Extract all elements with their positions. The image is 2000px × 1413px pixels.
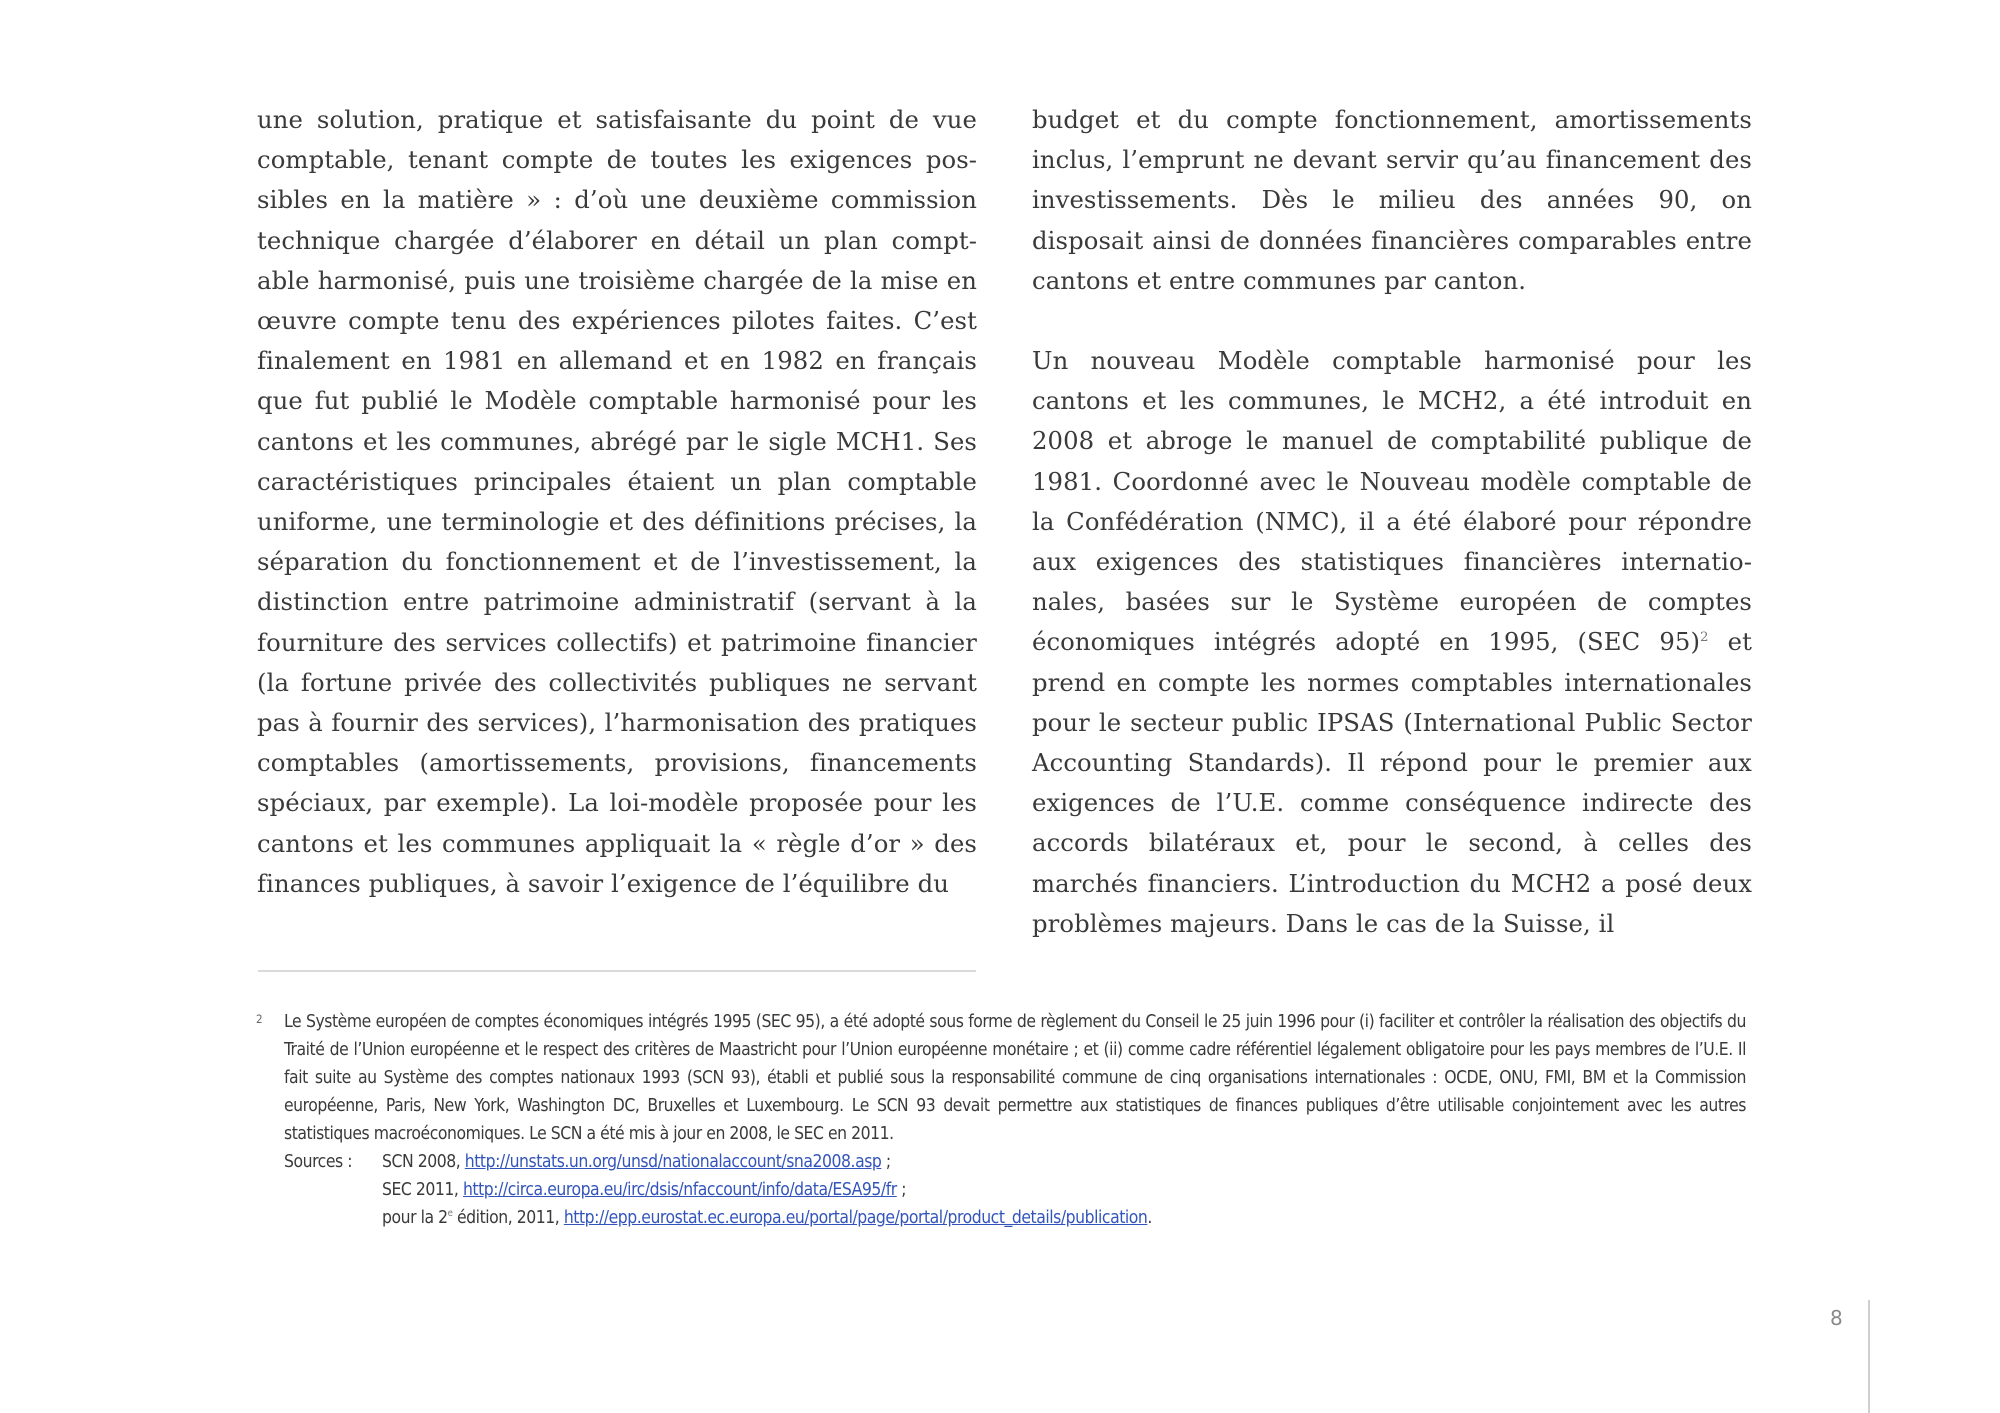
footnote-number: 2 <box>256 1012 263 1026</box>
page-number-divider <box>1868 1300 1870 1413</box>
body-column-right <box>1032 100 1752 944</box>
body-paragraph: budget et du compte fonctionnement, amortissements inclus, l’emprunt ne devant servir qu’au financement des investissements. Dès le milieu des années 90, on disposait ainsi de données financières comparables entre cantons et entre communes par canton. <box>1032 105 1752 295</box>
body-text: Un nouveau Modèle comptable harmonisé pour les cantons et les communes, le MCH2, a été introduit en 2008 et abroge le manuel de comptabilité publique de 1981. Coordonné avec le Nouveau modèle comptable de la Confédération (NMC), il a été élaboré pour répondre aux exigences des statistiques financières internationales, basées sur le Système européen de comptes économiques intégrés adopté en 1995, (SEC 95) <box>1032 346 1752 657</box>
body-paragraph <box>1032 341 1752 944</box>
source-link[interactable]: http://circa.europa.eu/irc/dsis/nfaccount/info/data/ESA95/fr <box>462 1180 897 1200</box>
footnote-reference[interactable]: 2 <box>1700 630 1709 646</box>
sources-label: Sources : <box>284 1152 353 1172</box>
body-text: et prend en compte les normes comptables internationales pour le secteur public IPSAS (International Public Sector Accounting Standards). Il répond pour le premier aux exigences de l’U.E. comme conséquence indirecte des accords bilatéraux et, pour le second, à celles des marchés financiers. L’introduction du MCH2 a posé deux problèmes majeurs. Dans le cas de la Suisse, il <box>1032 627 1752 938</box>
source-row: pour la 2e édition, 2011, http://epp.eurostat.ec.europa.eu/portal/page/portal/product_details/publication. <box>382 1208 1152 1228</box>
source-link[interactable]: http://unstats.un.org/unsd/nationalaccount/sna2008.asp <box>464 1152 882 1172</box>
source-link[interactable]: http://epp.eurostat.ec.europa.eu/portal/page/portal/product_details/publication <box>563 1208 1148 1228</box>
footnote-text: Le Système européen de comptes économiques intégrés 1995 (SEC 95), a été adopté sous forme de règlement du Conseil le 25 juin 1996 pour (i) faciliter et contrôler la réalisation des objectifs du Traité de l’Union européenne et le respect des critères de Maastricht pour l’Union européenne monétaire ; et (ii) comme cadre référentiel légalement obligatoire pour les pays membres de l’U.E. Il fait suite au Système des comptes nationaux 1993 (SCN 93), établi et publié sous la responsabilité commune de cinq organisations internationales : OCDE, ONU, FMI, BM et la Commission européenne, Paris, New York, Washington DC, Bruxelles et Luxembourg. Le SCN 93 devait permettre aux statistiques de finances publiques d’être utilisable conjointement avec les autres statistiques macroéconomiques. Le SCN a été mis à jour en 2008, le SEC en 2011. <box>284 1012 1746 1144</box>
footnote <box>256 1008 1746 1232</box>
source-row: Sources : SCN 2008, http://unstats.un.org/unsd/nationalaccount/sna2008.asp ; <box>284 1148 1746 1176</box>
source-row: SEC 2011, http://circa.europa.eu/irc/dsis/nfaccount/info/data/ESA95/fr ; <box>382 1180 907 1200</box>
page-number: 8 <box>1830 1306 1843 1330</box>
footnote-divider <box>258 970 976 972</box>
body-column-left <box>257 100 977 904</box>
footnote-sources <box>284 1148 1746 1232</box>
body-paragraph: une solution, pratique et satisfaisante du point de vue comptable, tenant compte de toutes les exigences possibles en la matière » : d’où une deuxième commission technique chargée d’élaborer en détail un plan comptable harmonisé, puis une troisième chargée de la mise en œuvre compte tenu des expériences pilotes faites. C’est finalement en 1981 en allemand et en 1982 en français que fut publié le Modèle comptable harmonisé pour les cantons et les communes, abrégé par le sigle MCH1. Ses caractéristiques principales étaient un plan comptable uniforme, une terminologie et des définitions précises, la séparation du fonctionnement et de l’investissement, la distinction entre patrimoine administratif (servant à la fourniture des services collectifs) et patrimoine financier (la fortune privée des collectivités publiques ne servant pas à fournir des services), l’harmonisation des pratiques comptables (amortissements, provisions, financements spéciaux, par exemple). La loi-modèle proposée pour les cantons et les communes appliquait la « règle d’or » des finances publiques, à savoir l’exigence de l’équilibre du <box>257 105 977 898</box>
